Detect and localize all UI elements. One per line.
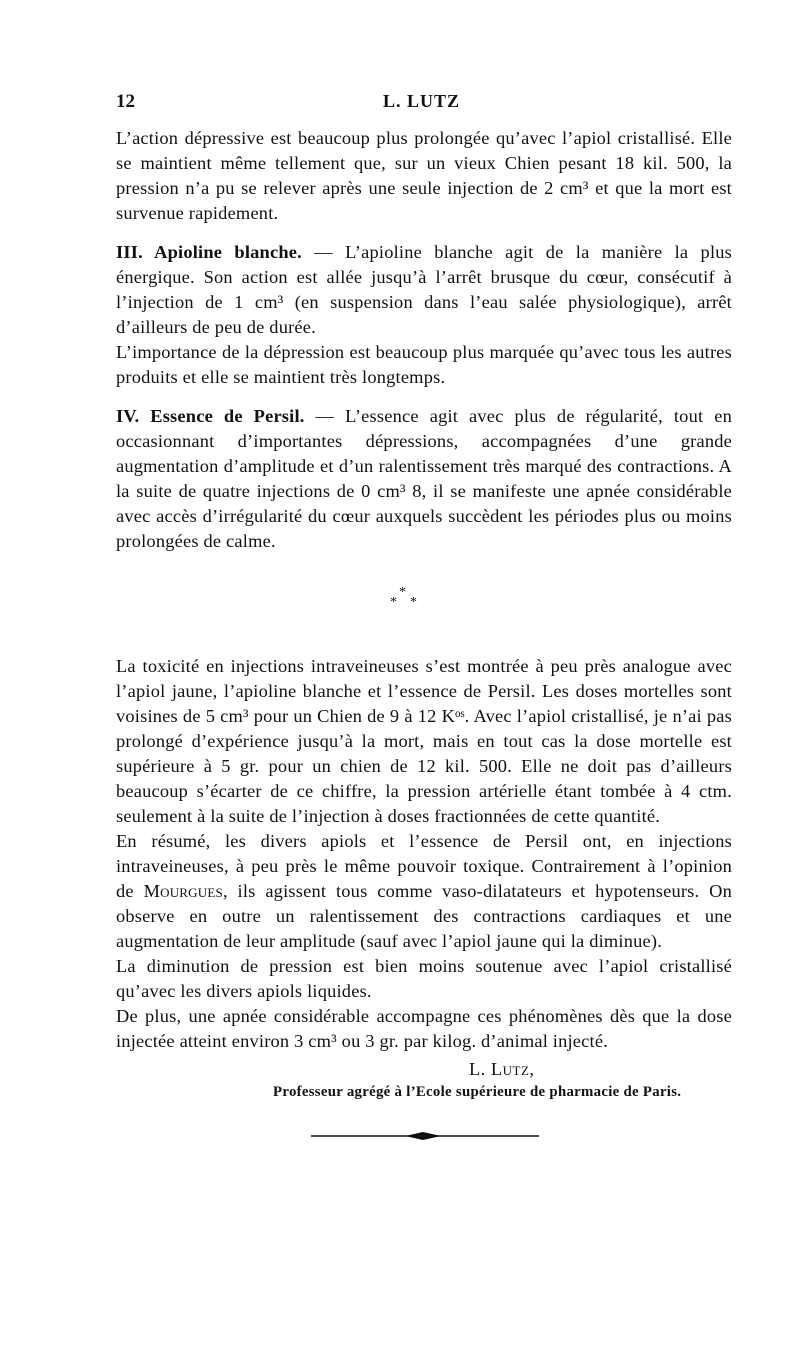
author-name-mourgues: Mourgues [143, 881, 223, 901]
paragraph-persil-text: — L’essence agit avec plus de régularité, tout en occasionnant d’importantes dépressions, accompagnées d’une grande augmentation d’amplitude et d’un ralentissement très marqué des contractions. A la suite de quatre injections de 0 cm³ 8, il se manifeste une apnée considérable avec accès d’irrégularité du cœur auxquels succèdent les périodes plus ou moins prolongées de calme. [116, 406, 732, 551]
asterism-star-left: * [390, 595, 398, 610]
signature-affiliation: Professeur agrégé à l’Ecole supérieure de pharmacie de Paris. [273, 1084, 682, 1100]
section-label-apioline: III. Apioline blanche. [116, 242, 302, 262]
paragraph-apioline [116, 240, 732, 340]
paragraph-5: La toxicité en injections intraveineuses s’est montrée à peu près analogue avec l’apiol jaune, l’apioline blanche et l’essence de Persil. Les doses mortelles sont voisines de 5 cm³ pour un Chien de 9 à 12 Kᵒˢ. Avec l’apiol cristallisé, je n’ai pas prolongé d’expérience jusqu’à la mort, mais en tout cas la dose mortelle est supérieure à 5 gr. pour un chien de 12 kil. 500. Elle ne doit pas d’ailleurs beaucoup s’écarter de ce chiffre, la pression artérielle étant tombée à 4 ctm. seulement à la suite de l’injection à doses fractionnées de cette quantité. [116, 656, 732, 826]
running-head: L. LUTZ [383, 91, 461, 111]
paragraph-3: L’importance de la dépression est beaucoup plus marquée qu’avec tous les autres produits et elle se maintient très longtemps. [116, 342, 732, 387]
signature-name: L. Lutz, [469, 1059, 535, 1079]
paragraph-resume-b: , ils agissent tous comme vaso-dilatateurs et hypotenseurs. On observe en outre un ralentissement des contractions cardiaques et une augmentation de leur amplitude (sauf avec l’apiol jaune qui la diminue). [116, 881, 733, 951]
article-body [116, 126, 732, 1054]
asterism-star-top: * [399, 585, 407, 600]
paragraph-7: La diminution de pression est bien moins soutenue avec l’apiol cristallisé qu’avec les divers apiols liquides. [116, 956, 732, 1001]
end-ornament-rule [311, 1130, 539, 1142]
paragraph-8: De plus, une apnée considérable accompagne ces phénomènes dès que la dose injectée atteint environ 3 cm³ ou 3 gr. par kilog. d’animal injecté. [116, 1006, 732, 1051]
asterism-star-right: * [410, 595, 418, 610]
paragraph-apioline-text: — L’apioline blanche agit de la manière la plus énergique. Son action est allée jusqu’à l’arrêt brusque du cœur, consécutif à l’injection de 1 cm³ (en suspension dans l’eau salée physiologique), arrêt d’ailleurs de peu de durée. [116, 242, 733, 337]
page-number: 12 [116, 91, 135, 112]
section-label-persil: IV. Essence de Persil. [116, 406, 305, 426]
paragraph-resume-a: En résumé, les divers apiols et l’essence de Persil ont, en injections intraveineuses, à peu près le même pouvoir toxique. Contrairement à l’opinion de [116, 831, 732, 901]
paragraph-1: L’action dépressive est beaucoup plus prolongée qu’avec l’apiol cristallisé. Elle se maintient même tellement que, sur un vieux Chien pesant 18 kil. 500, la pression n’a pu se relever après une seule injection de 2 cm³ et que la mort est survenue rapidement. [116, 128, 732, 223]
asterism [116, 580, 732, 620]
paragraph-resume [116, 829, 732, 954]
paragraph-persil [116, 404, 732, 554]
